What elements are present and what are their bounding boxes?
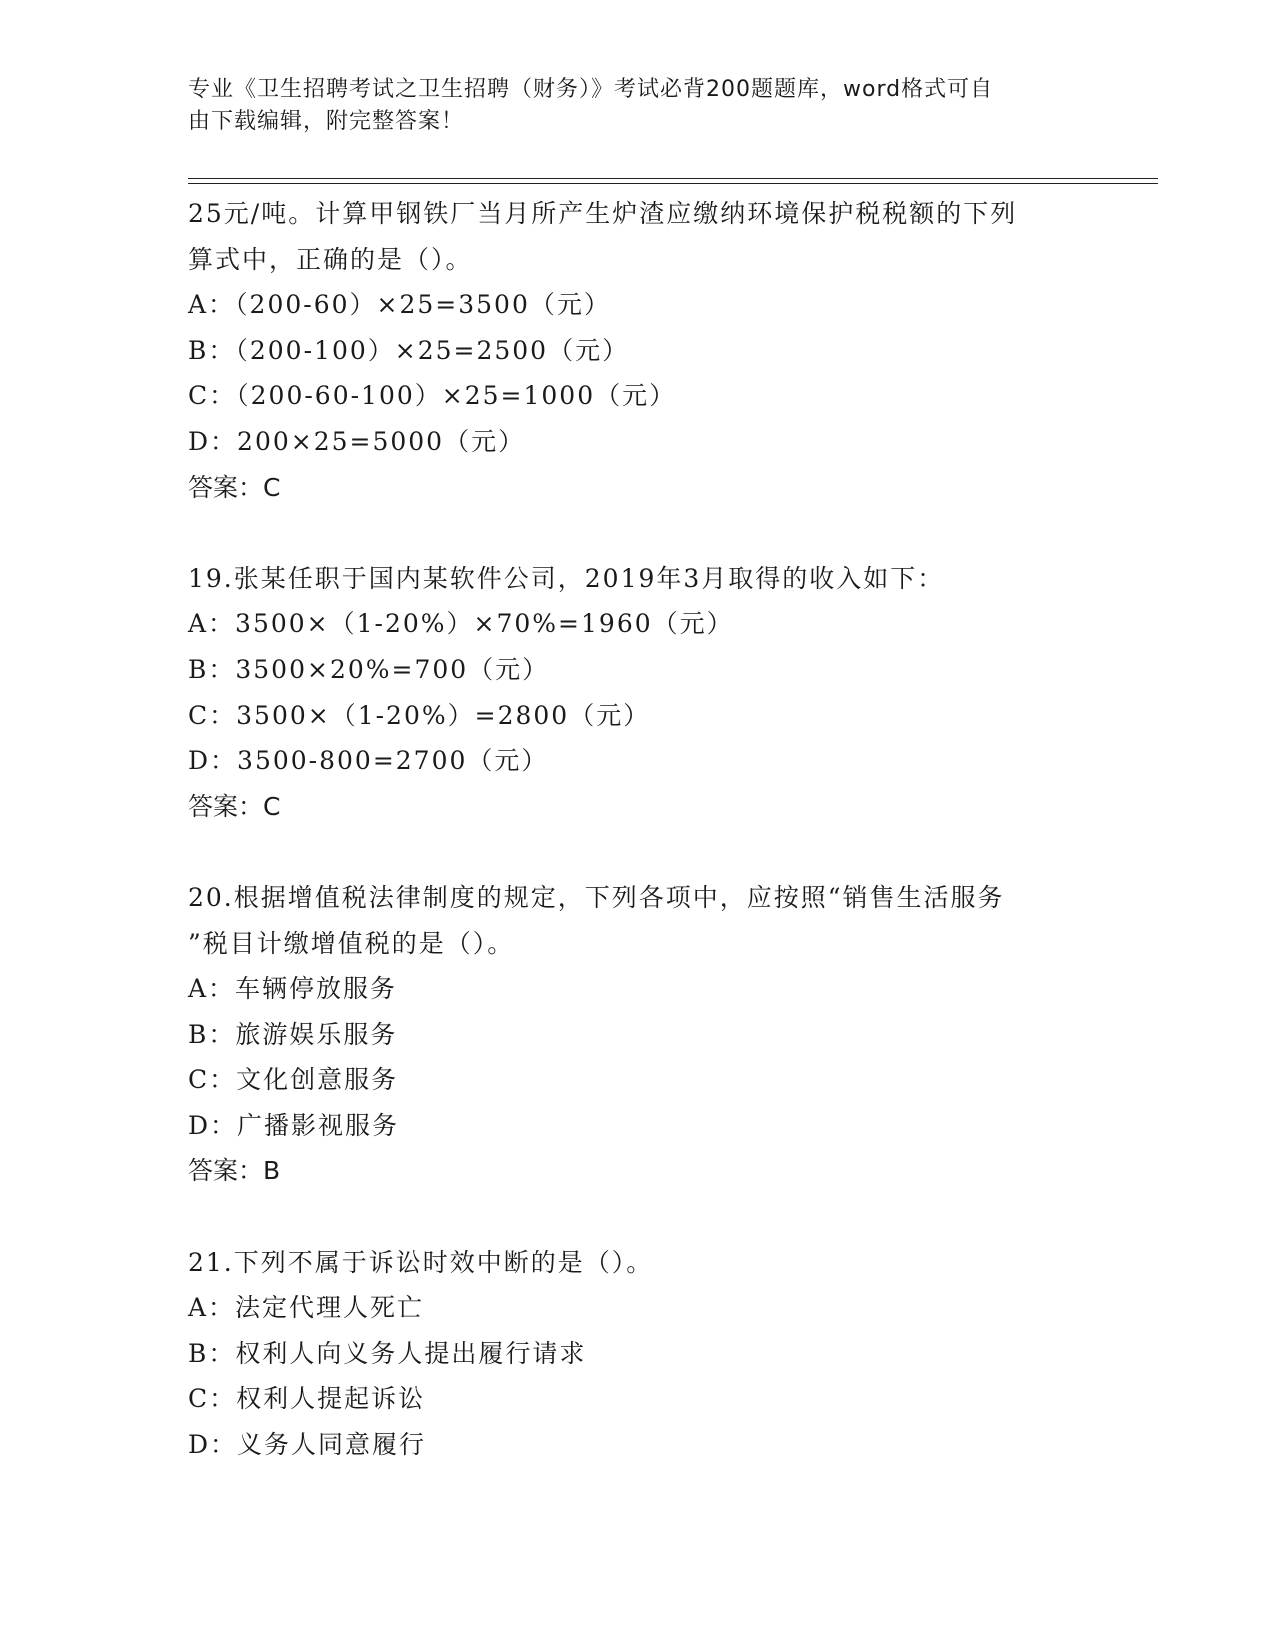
question-20 xyxy=(188,875,1088,1194)
answer-key: 答案：C xyxy=(188,791,281,821)
option-a: A：（200-60）×25=3500（元） xyxy=(188,290,611,320)
question-stem: 算式中，正确的是（）。 xyxy=(188,244,473,274)
question-19 xyxy=(188,556,1088,830)
question-spacer xyxy=(188,1194,1088,1240)
option-d: D：义务人同意履行 xyxy=(188,1430,427,1460)
option-b: B：（200-100）×25=2500（元） xyxy=(188,335,630,365)
question-stem: 19.张某任职于国内某软件公司，2019年3月取得的收入如下： xyxy=(188,563,945,593)
question-stem: ”税目计缴增值税的是（）。 xyxy=(188,928,515,958)
option-b: B：3500×20%=700（元） xyxy=(188,654,550,684)
answer-key: 答案：C xyxy=(188,472,281,502)
question-21 xyxy=(188,1240,1088,1468)
header-title-line-1: 专业《卫生招聘考试之卫生招聘（财务）》考试必背200题题库，word格式可自 xyxy=(188,77,994,102)
option-a: A：车辆停放服务 xyxy=(188,974,398,1004)
option-c: C：（200-60-100）×25=1000（元） xyxy=(188,381,677,411)
option-c: C：文化创意服务 xyxy=(188,1065,399,1095)
answer-key: 答案：B xyxy=(188,1156,281,1186)
header-divider-bottom xyxy=(188,183,1158,184)
document-body xyxy=(188,191,1088,1468)
option-d: D：广播影视服务 xyxy=(188,1110,400,1140)
question-stem: 25元/吨。计算甲钢铁厂当月所产生炉渣应缴纳环境保护税税额的下列 xyxy=(188,199,1018,228)
option-c: C：3500×（1-20%）=2800（元） xyxy=(188,700,651,730)
header-divider-top xyxy=(188,178,1158,179)
question-spacer xyxy=(188,510,1088,556)
question-stem: 21.下列不属于诉讼时效中断的是（）。 xyxy=(188,1247,654,1277)
question-18 xyxy=(188,191,1088,510)
option-b: B：旅游娱乐服务 xyxy=(188,1019,398,1049)
option-a: A：3500×（1-20%）×70%=1960（元） xyxy=(188,609,734,639)
option-b: B：权利人向义务人提出履行请求 xyxy=(188,1338,587,1368)
option-d: D：200×25=5000（元） xyxy=(188,426,526,456)
option-d: D：3500-800=2700（元） xyxy=(188,746,549,776)
option-a: A：法定代理人死亡 xyxy=(188,1293,425,1323)
document-header xyxy=(188,74,1088,138)
question-stem: 20.根据增值税法律制度的规定，下列各项中，应按照“销售生活服务 xyxy=(188,882,1005,912)
question-spacer xyxy=(188,829,1088,875)
option-c: C：权利人提起诉讼 xyxy=(188,1384,426,1414)
header-title-line-2: 由下载编辑，附完整答案！ xyxy=(188,109,465,134)
